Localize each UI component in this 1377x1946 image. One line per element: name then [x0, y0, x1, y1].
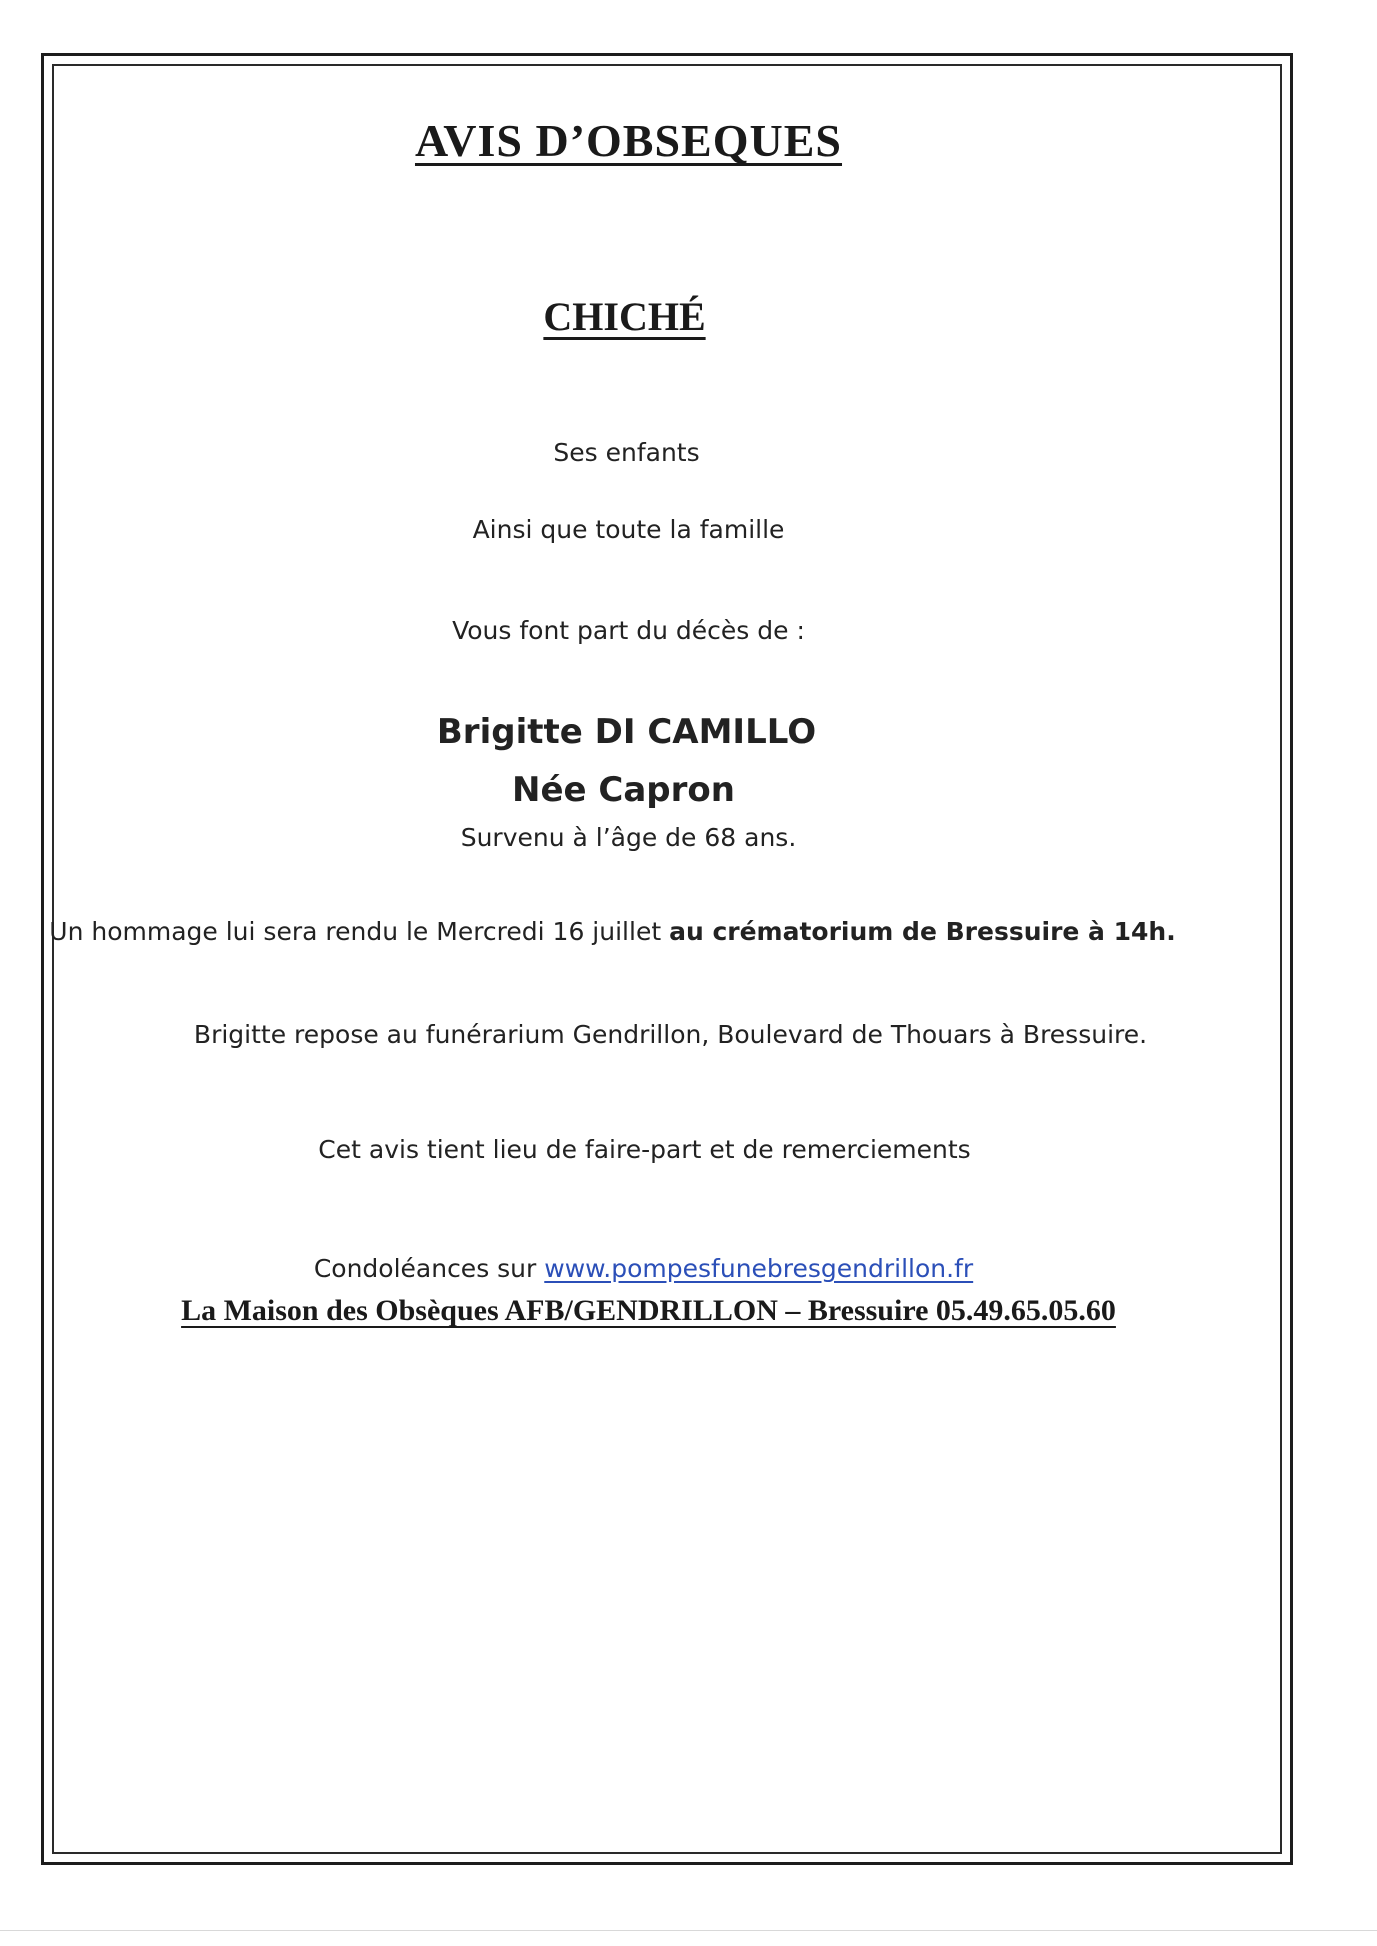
condolences-website-link[interactable]: www.pompesfunebresgendrillon.fr	[544, 1254, 974, 1283]
ceremony-place-text: au crématorium de Bressuire à 14h.	[669, 917, 1176, 946]
ceremony-date-text: Un hommage lui sera rendu le Mercredi 16 juillet	[49, 917, 670, 946]
rest-place-line: Brigitte repose au funérarium Gendrillon, Boulevard de Thouars à Bressuire.	[193, 1020, 1148, 1049]
family-line-children: Ses enfants	[553, 438, 700, 467]
announcement-line: Vous font part du décès de :	[452, 616, 805, 645]
condolences-label: Condoléances sur	[313, 1254, 545, 1283]
maiden-name: Née Capron	[512, 770, 735, 810]
town-heading: CHICHÉ	[543, 294, 706, 339]
ceremony-line	[0, 917, 1301, 946]
family-line-family: Ainsi que toute la famille	[472, 515, 785, 544]
deceased-name: Brigitte DI CAMILLO	[436, 712, 817, 752]
faire-part-line: Cet avis tient lieu de faire-part et de remerciements	[318, 1135, 971, 1164]
notice-title: AVIS D’OBSEQUES	[414, 115, 843, 166]
condolences-line	[0, 1254, 1332, 1283]
age-line: Survenu à l’âge de 68 ans.	[460, 823, 797, 852]
scan-edge-line	[0, 1930, 1377, 1931]
funeral-home-contact: La Maison des Obsèques AFB/GENDRILLON – Bressuire 05.49.65.05.60	[181, 1294, 1116, 1327]
